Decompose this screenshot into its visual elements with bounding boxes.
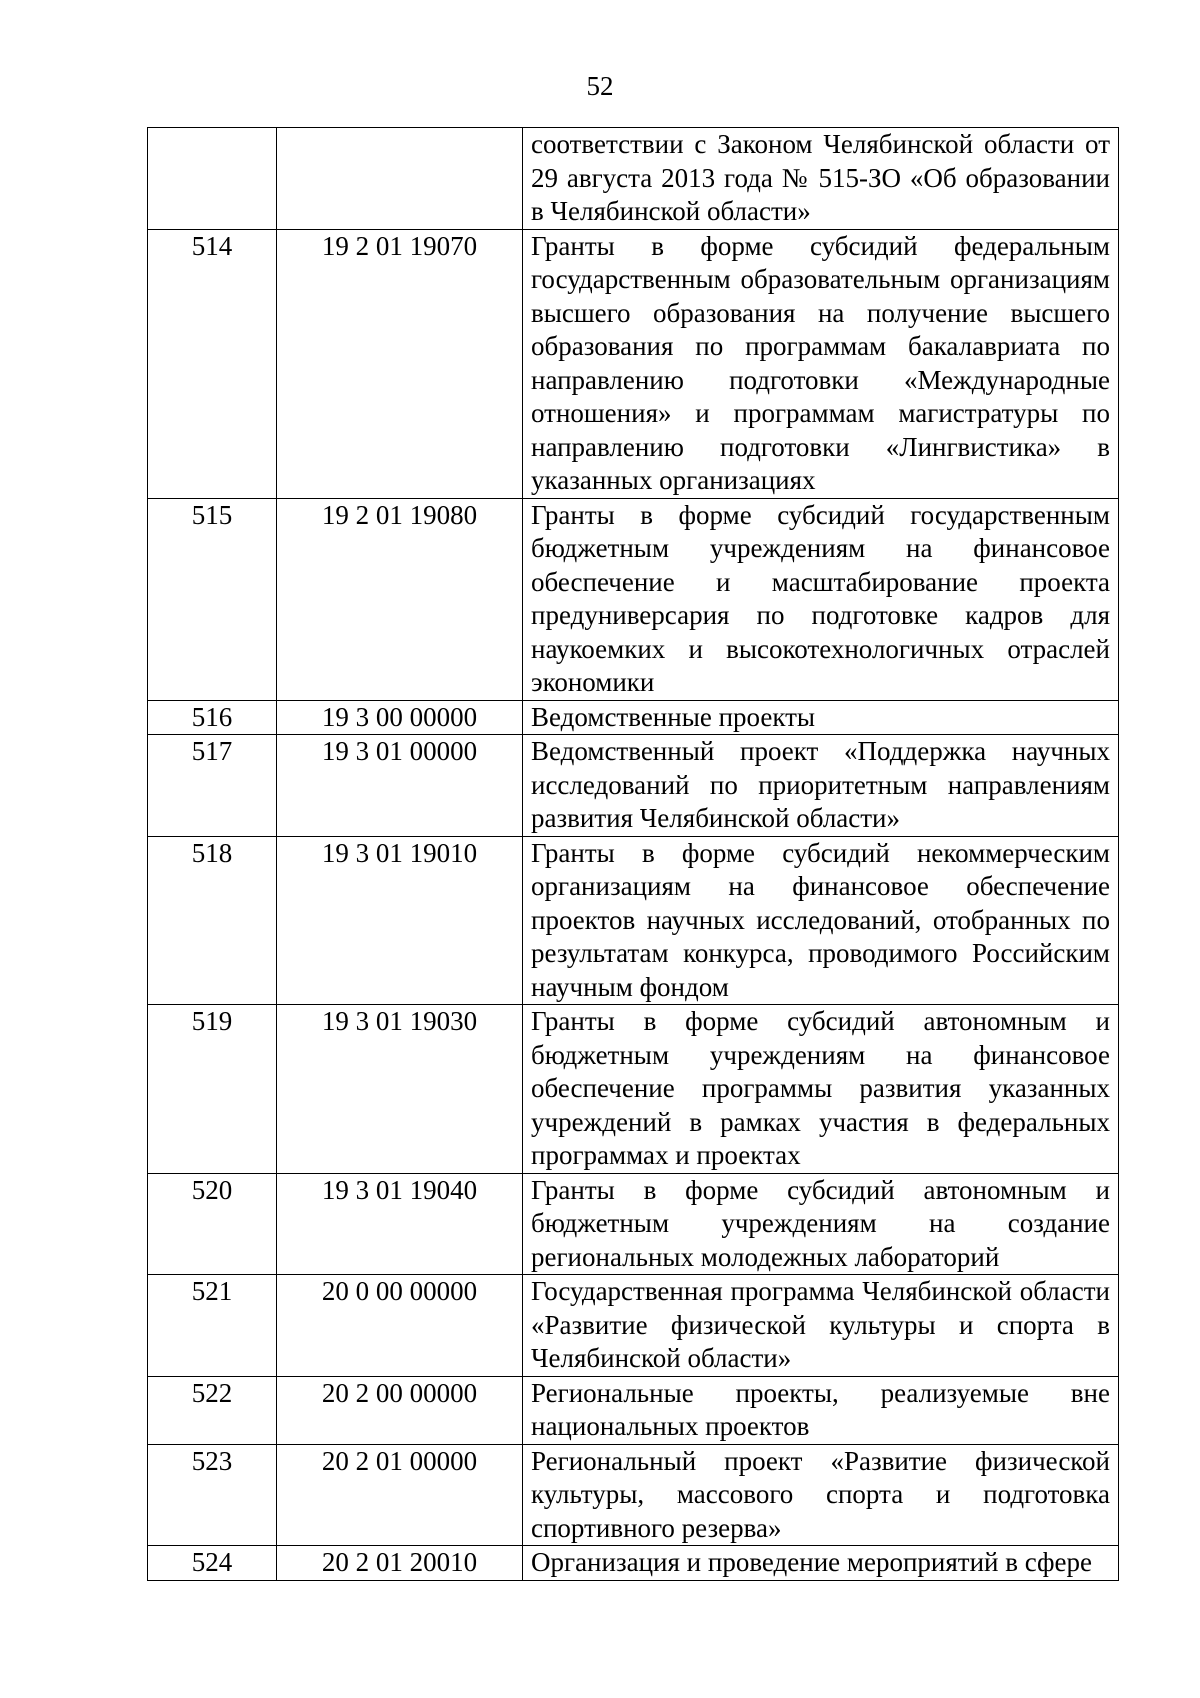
row-code: 19 3 01 19040 <box>277 1173 523 1275</box>
row-number: 515 <box>148 498 277 700</box>
row-code: 20 2 00 00000 <box>277 1376 523 1444</box>
row-code <box>277 128 523 230</box>
row-description: Гранты в форме субсидий государственным бюджетным учреждениям на финансовое обеспечение и масштабирование проекта предуниверсария по подготовке кадров для наукоемких и высокотехнологичных отраслей экономики <box>523 498 1119 700</box>
row-number: 516 <box>148 700 277 735</box>
table-row <box>148 1275 1119 1377</box>
row-code: 19 3 00 00000 <box>277 700 523 735</box>
row-code: 20 0 00 00000 <box>277 1275 523 1377</box>
row-description: Региональный проект «Развитие физической культуры, массового спорта и подготовка спортивного резерва» <box>523 1444 1119 1546</box>
table-row <box>148 1376 1119 1444</box>
row-number: 520 <box>148 1173 277 1275</box>
row-description: Региональные проекты, реализуемые вне национальных проектов <box>523 1376 1119 1444</box>
table-row <box>148 1546 1119 1581</box>
row-number: 517 <box>148 735 277 837</box>
row-number <box>148 128 277 230</box>
row-code: 19 3 01 00000 <box>277 735 523 837</box>
table-row <box>148 1444 1119 1546</box>
row-description: Ведомственные проекты <box>523 700 1119 735</box>
row-number: 518 <box>148 836 277 1005</box>
row-code: 19 3 01 19030 <box>277 1005 523 1174</box>
row-description: соответствии с Законом Челябинской области от 29 августа 2013 года № 515-ЗО «Об образовании в Челябинской области» <box>523 128 1119 230</box>
row-code: 19 2 01 19070 <box>277 229 523 498</box>
table-row <box>148 128 1119 230</box>
table-row <box>148 1005 1119 1174</box>
row-code: 20 2 01 00000 <box>277 1444 523 1546</box>
row-description: Ведомственный проект «Поддержка научных исследований по приоритетным направлениям развития Челябинской области» <box>523 735 1119 837</box>
table-row <box>148 229 1119 498</box>
budget-classification-table <box>147 127 1119 1581</box>
row-description: Гранты в форме субсидий автономным и бюджетным учреждениям на создание региональных молодежных лабораторий <box>523 1173 1119 1275</box>
row-code: 20 2 01 20010 <box>277 1546 523 1581</box>
table-row <box>148 498 1119 700</box>
page-number: 52 <box>586 71 614 101</box>
row-code: 19 3 01 19010 <box>277 836 523 1005</box>
row-description: Гранты в форме субсидий некоммерческим организациям на финансовое обеспечение проектов научных исследований, отобранных по результатам конкурса, проводимого Российским научным фондом <box>523 836 1119 1005</box>
row-number: 514 <box>148 229 277 498</box>
row-number: 524 <box>148 1546 277 1581</box>
row-code: 19 2 01 19080 <box>277 498 523 700</box>
row-number: 523 <box>148 1444 277 1546</box>
row-description: Государственная программа Челябинской области «Развитие физической культуры и спорта в Челябинской области» <box>523 1275 1119 1377</box>
row-description: Организация и проведение мероприятий в сфере <box>523 1546 1119 1581</box>
row-number: 521 <box>148 1275 277 1377</box>
table-row <box>148 1173 1119 1275</box>
table-row <box>148 836 1119 1005</box>
row-description: Гранты в форме субсидий автономным и бюджетным учреждениям на финансовое обеспечение программы развития указанных учреждений в рамках участия в федеральных программах и проектах <box>523 1005 1119 1174</box>
row-number: 519 <box>148 1005 277 1174</box>
table-row <box>148 700 1119 735</box>
row-description: Гранты в форме субсидий федеральным государственным образовательным организациям высшего образования на получение высшего образования по программам бакалавриата по направлению подготовки «Международные отношения» и программам магистратуры по направлению подготовки «Лингвистика» в указанных организациях <box>523 229 1119 498</box>
row-number: 522 <box>148 1376 277 1444</box>
table-row <box>148 735 1119 837</box>
